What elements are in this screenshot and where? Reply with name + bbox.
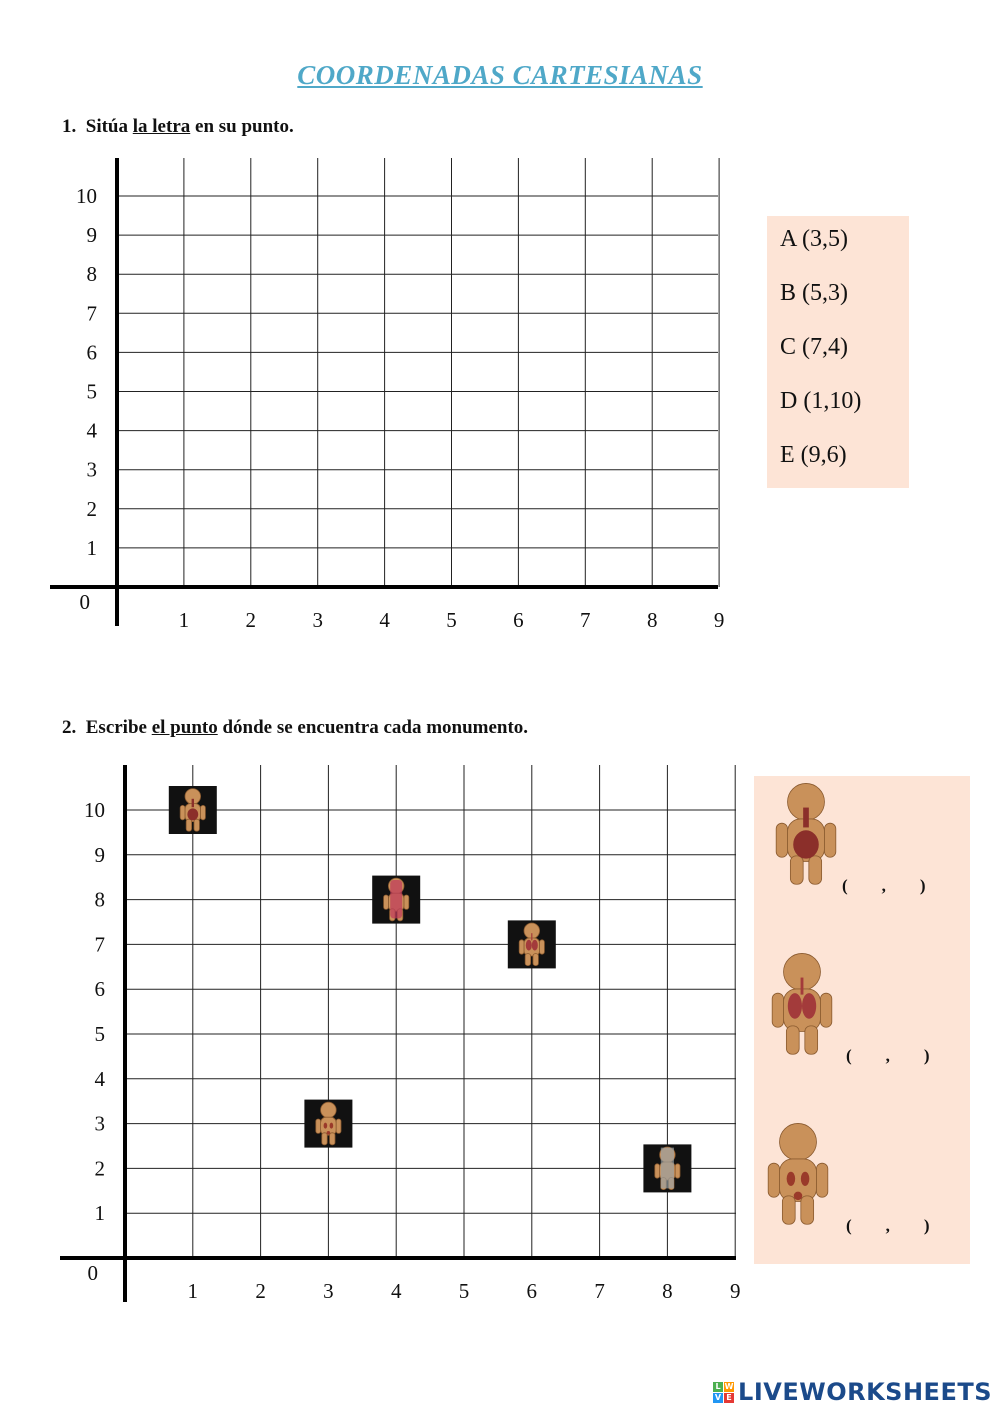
grid2-origin-label: 0 <box>87 1261 98 1285</box>
excretory-system-marker[interactable] <box>304 1100 352 1148</box>
logo-letter-w: W <box>724 1381 734 1391</box>
instruction-1-post: en su punto. <box>190 116 294 137</box>
grid2-x-tick-6: 6 <box>526 1279 538 1303</box>
coordinate-d: D (1,10) <box>780 388 862 414</box>
respiratory-system-answer-figure <box>772 953 832 1054</box>
logo-mark <box>713 1382 734 1403</box>
answers-panel <box>754 776 970 1264</box>
instruction-2-pre: Escribe <box>85 717 152 738</box>
grid1-x-tick-4: 4 <box>379 608 390 632</box>
grid1-x-tick-8: 8 <box>646 608 658 632</box>
grid2-y-tick-4: 4 <box>94 1066 105 1091</box>
grid2-x-tick-9: 9 <box>729 1279 741 1303</box>
grid1-y-tick-5: 5 <box>86 379 97 404</box>
grid2-x-tick-8: 8 <box>662 1279 673 1303</box>
excretory-system-answer-figure <box>768 1123 828 1224</box>
grid2-y-tick-3: 3 <box>94 1111 105 1136</box>
digestive-system-marker[interactable] <box>169 786 217 834</box>
grid1-x-tick-7: 7 <box>580 608 591 632</box>
digestive-system-answer-figure <box>776 783 836 884</box>
instruction-2-number: 2. <box>62 717 77 738</box>
grid1-y-tick-6: 6 <box>86 340 97 365</box>
grid2-x-tick-1: 1 <box>187 1279 199 1303</box>
grid1-y-tick-4: 4 <box>86 418 97 443</box>
skeletal-system-marker[interactable] <box>643 1144 691 1192</box>
instruction-1-pre: Sitúa <box>85 116 133 137</box>
coordinate-a: A (3,5) <box>780 226 848 252</box>
grid1-x-tick-5: 5 <box>446 608 457 632</box>
grid1-x-tick-3: 3 <box>312 608 323 632</box>
grid2-y-tick-9: 9 <box>94 842 105 867</box>
grid2-y-tick-2: 2 <box>94 1156 105 1181</box>
grid2-x-tick-7: 7 <box>594 1279 605 1303</box>
page-title: COORDENADAS CARTESIANAS <box>297 60 703 90</box>
grid1-y-tick-8: 8 <box>86 262 97 287</box>
grid1-y-tick-3: 3 <box>86 457 97 482</box>
grid2-y-tick-5: 5 <box>94 1022 105 1046</box>
liveworksheets-logo <box>713 1378 992 1406</box>
grid1-x-tick-1: 1 <box>178 608 190 632</box>
grid1-x-tick-9: 9 <box>713 608 725 632</box>
grid2-x-tick-3: 3 <box>323 1279 334 1303</box>
grid1-y-tick-10: 10 <box>76 184 97 208</box>
grid1-y-tick-2: 2 <box>86 496 97 521</box>
coordinate-c: C (7,4) <box>780 334 848 360</box>
coordinate-e: E (9,6) <box>780 442 847 468</box>
answer-blank-1[interactable]: ( , ) <box>842 876 926 895</box>
grid2-y-tick-8: 8 <box>94 887 105 912</box>
respiratory-system-marker[interactable] <box>508 920 556 968</box>
grid1-x-tick-6: 6 <box>513 608 524 632</box>
logo-letter-e: E <box>724 1393 734 1403</box>
grid2-y-tick-10: 10 <box>84 798 105 822</box>
grid1-origin-label: 0 <box>79 590 90 614</box>
grid2-x-tick-2: 2 <box>255 1279 266 1303</box>
brand-name: LIVEWORKSHEETS <box>738 1378 992 1406</box>
instruction-2-post: dónde se encuentra cada monumento. <box>217 717 529 738</box>
grid1-x-tick-2: 2 <box>245 608 257 632</box>
grid2-y-tick-7: 7 <box>94 932 105 957</box>
coordinate-b: B (5,3) <box>780 280 848 306</box>
instruction-1-underlined: la letra <box>132 116 191 137</box>
grid1-y-tick-9: 9 <box>86 223 97 248</box>
logo-letter-v: V <box>714 1392 722 1402</box>
answer-blank-2[interactable]: ( , ) <box>846 1046 930 1065</box>
grid2-x-tick-5: 5 <box>458 1279 470 1303</box>
grid2-y-tick-6: 6 <box>94 977 105 1002</box>
circulatory-system-marker[interactable] <box>372 876 420 924</box>
logo-letter-l: L <box>713 1382 723 1392</box>
grid1-y-tick-1: 1 <box>86 535 97 560</box>
grid2-y-tick-1: 1 <box>94 1201 105 1226</box>
answer-figures <box>754 776 970 1264</box>
grid1-y-tick-7: 7 <box>86 301 97 326</box>
answer-blank-3[interactable]: ( , ) <box>846 1216 930 1235</box>
instruction-2-underlined: el punto <box>151 717 218 738</box>
grid2-x-tick-4: 4 <box>390 1279 402 1303</box>
instruction-1-number: 1. <box>62 116 77 137</box>
